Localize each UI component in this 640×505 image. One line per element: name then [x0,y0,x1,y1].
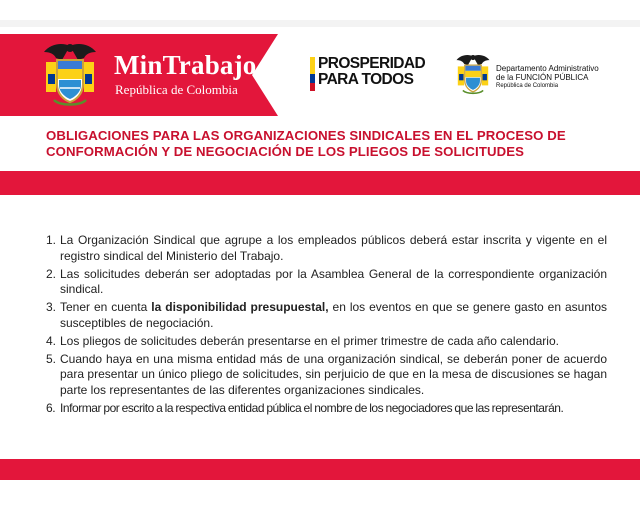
page-title [46,128,606,160]
title-line2: CONFORMACIÓN Y DE NEGOCIACIÓN DE LOS PLIEGOS DE SOLICITUDES [46,144,525,159]
header [0,0,640,130]
item-text: Cuando haya en una misma entidad más de una organización sindical, se deberán poner de acuerdo para presentar un único pliego de solicitudes, sin perjuicio de que en la mesa de discusiones se hagan parte los representantes de las diferentes organizaciones sindicales. [60,351,607,397]
prosperidad-line1: PROSPERIDAD [318,55,426,72]
prosperidad-logo [318,56,425,88]
item-number: 3. [46,300,57,314]
obligations-list [37,233,607,419]
red-divider-top [0,171,640,195]
red-divider-bottom [0,459,640,480]
item-number: 6. [46,400,56,415]
item-text: Informar por escrito a la respectiva entidad pública el nombre de los negociadores que las representarán. [60,400,564,415]
list-item [37,267,607,298]
dafp-line2: de la FUNCIÓN PÚBLICA [496,73,589,82]
colombia-coat-of-arms-icon [40,40,100,108]
brand-subtitle: República de Colombia [115,82,238,97]
list-item [37,401,607,417]
brand-title: MinTrabajo [114,50,257,80]
item-text: Las solicitudes deberán ser adoptadas por la Asamblea General de la correspondiente organización sindical. [60,266,607,296]
dafp-logo-text [496,64,599,90]
top-band [0,20,640,27]
item-number: 1. [46,233,57,247]
item-text-bold: la disponibilidad presupuestal, [151,300,329,314]
colombia-flag-stripe-icon [310,57,315,91]
item-number: 2. [46,266,57,281]
list-item [37,300,607,331]
prosperidad-line2: PARA TODOS [318,71,414,88]
item-number: 4. [46,333,57,348]
dafp-line1: Departamento Administrativo [496,64,599,73]
item-text: Los pliegos de solicitudes deberán presentarse en el primer trimestre de cada año calendario. [60,333,559,348]
list-item [37,334,607,350]
list-item [37,352,607,399]
item-text-pre: Tener en cuenta [60,300,152,314]
item-number: 5. [46,351,57,366]
item-text-post: en los eventos en que se genere gasto en asuntos susceptibles de negociación. [60,300,607,330]
list-item [37,233,607,264]
title-line1: OBLIGACIONES PARA LAS ORGANIZACIONES SINDICALES EN EL PROCESO DE [46,128,566,143]
item-text: La Organización Sindical que agrupe a los empleados públicos deberá estar inscrita y vigente en el registro sindical del Ministerio del Trabajo. [60,233,607,263]
colombia-coat-of-arms-icon [454,52,492,96]
dafp-line3: República de Colombia [496,83,559,89]
